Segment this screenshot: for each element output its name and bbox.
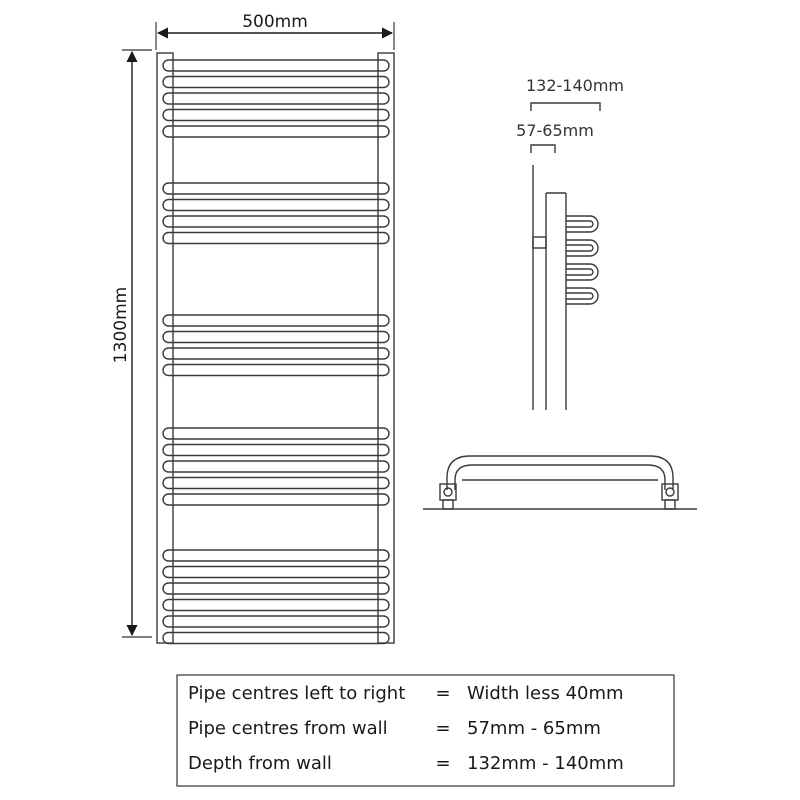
spec-row (188, 718, 601, 739)
side-view (531, 103, 600, 410)
towel-rail (163, 494, 389, 505)
spec-equals: = (435, 753, 451, 774)
depth-dimension-bracket (531, 103, 600, 111)
spec-equals: = (435, 683, 451, 704)
spec-row (188, 753, 624, 774)
towel-rail (163, 445, 389, 456)
towel-rail (163, 60, 389, 71)
pipe-centre-label: 57-65mm (516, 121, 594, 140)
towel-rail (163, 233, 389, 244)
towel-rail (163, 315, 389, 326)
towel-rail (163, 633, 389, 644)
towel-rail (163, 110, 389, 121)
side-rail-inner (566, 221, 593, 227)
towel-rail (163, 583, 389, 594)
towel-rail (163, 550, 389, 561)
towel-rail (163, 216, 389, 227)
towel-rail (163, 332, 389, 343)
width-label: 500mm (242, 12, 308, 32)
towel-rail (163, 461, 389, 472)
height-label: 1300mm (111, 286, 131, 364)
spec-value: 57mm - 65mm (467, 718, 601, 739)
towel-rail (163, 428, 389, 439)
towel-rail (163, 77, 389, 88)
towel-rail (163, 126, 389, 137)
towel-rail (163, 478, 389, 489)
side-rail-inner (566, 269, 593, 275)
towel-rail (163, 567, 389, 578)
spec-label: Depth from wall (188, 753, 332, 774)
top-view (423, 456, 697, 509)
wall-bracket (533, 237, 546, 248)
spec-row (188, 683, 624, 704)
spec-value: 132mm - 140mm (467, 753, 624, 774)
spec-equals: = (435, 718, 451, 739)
front-view (122, 22, 394, 644)
towel-rail (163, 183, 389, 194)
towel-rail (163, 600, 389, 611)
left-valve (440, 484, 456, 500)
spec-label: Pipe centres from wall (188, 718, 388, 739)
front-rails (163, 60, 389, 644)
towel-rail (163, 200, 389, 211)
spec-value: Width less 40mm (467, 683, 624, 704)
side-rails (566, 216, 598, 304)
side-rail-inner (566, 293, 593, 299)
towel-rail (163, 616, 389, 627)
towel-rail (163, 93, 389, 104)
depth-label: 132-140mm (525, 76, 625, 95)
towel-rail (163, 348, 389, 359)
pipe-centre-dimension-bracket (531, 145, 555, 153)
towel-rail (163, 365, 389, 376)
spec-label: Pipe centres left to right (188, 683, 406, 704)
side-rail-inner (566, 245, 593, 251)
